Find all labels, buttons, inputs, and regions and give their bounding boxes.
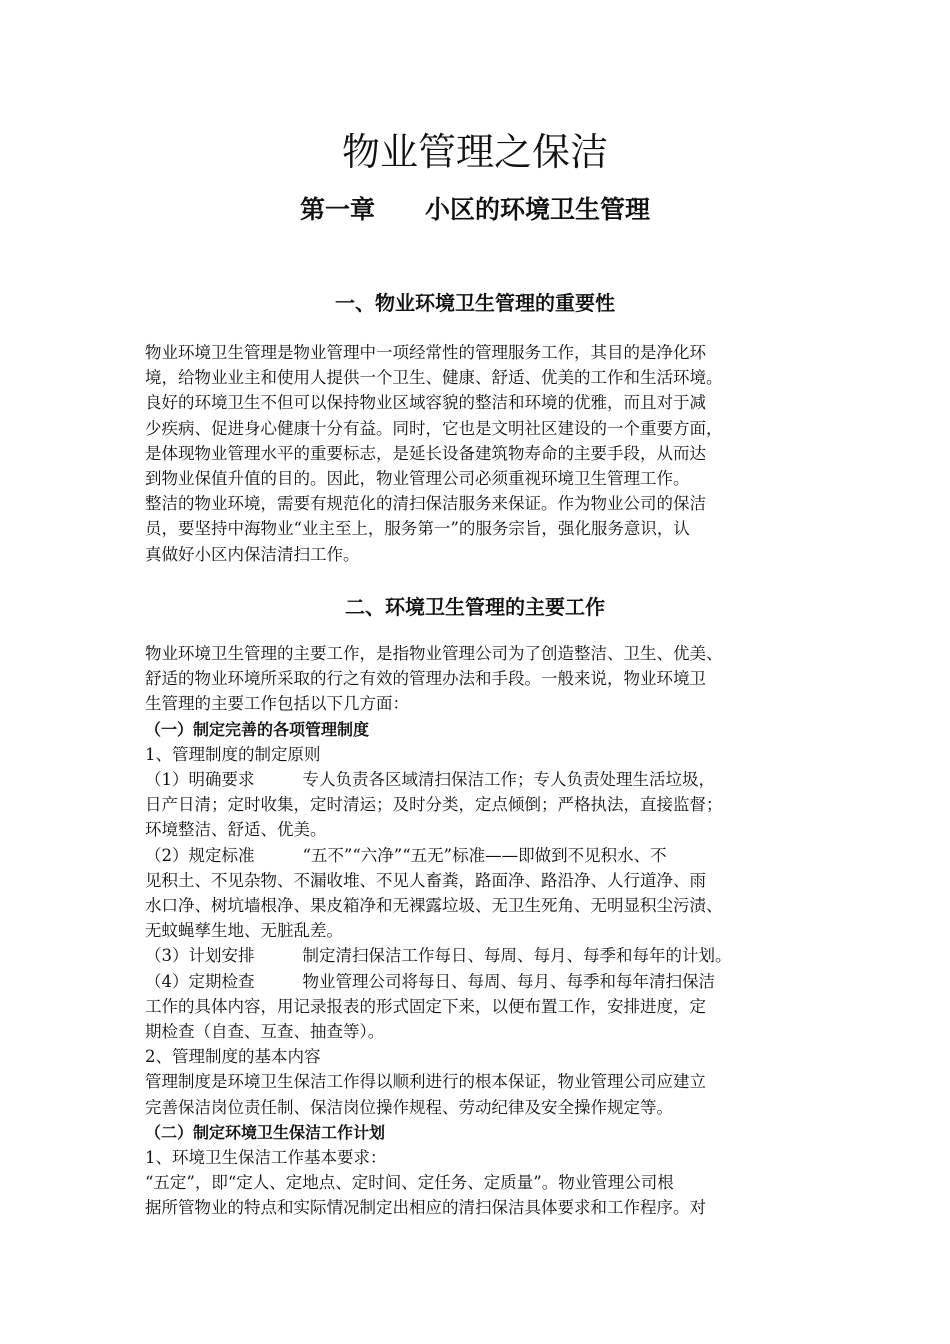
section-main-work-body: [145, 641, 813, 1221]
paragraph-line: 境，给物业业主和使用人提供一个卫生、健康、舒适、优美的工作和生活环境。: [145, 368, 723, 388]
paragraph-line: 期检查（自查、互查、抽查等）。: [145, 1022, 385, 1042]
paragraph-line: 环境整洁、舒适、优美。: [145, 820, 327, 840]
item-label: （4）定期检查: [145, 971, 255, 991]
document-title: 物业管理之保洁: [341, 130, 608, 174]
paragraph-line: 员，要坚持中海物业“业主至上，服务第一”的服务宗旨，强化服务意识，认: [145, 519, 690, 539]
paragraph-line: 无蚊蝇孳生地、无脏乱差。: [145, 921, 343, 941]
paragraph-line: 少疾病、促进身心健康十分有益。同时，它也是文明社区建设的一个重要方面，: [145, 418, 723, 438]
paragraph-line: 物业环境卫生管理的主要工作，是指物业管理公司为了创造整洁、卫生、优美、: [145, 644, 723, 663]
section-heading-main-work: 二、环境卫生管理的主要工作: [345, 595, 605, 619]
list-item-clear-requirements: [145, 767, 813, 792]
paragraph-line: 完善保洁岗位责任制、保洁岗位操作规程、劳动纪律及安全操作规定等。: [145, 1097, 673, 1117]
paragraph-line: 据所管物业的特点和实际情况制定出相应的清扫保洁具体要求和工作程序。对: [145, 1198, 706, 1218]
list-heading-basic-requirements: 1、环境卫生保洁工作基本要求：: [145, 1148, 387, 1168]
paragraph-line: 水口净、树坑墙根净、果皮箱净和无裸露垃圾、无卫生死角、无明显积尘污渍、: [145, 896, 723, 916]
list-heading-basic-content: 2、管理制度的基本内容: [145, 1047, 321, 1067]
paragraph-line: 整洁的物业环境，需要有规范化的清扫保洁服务来保证。作为物业公司的保洁: [145, 494, 706, 514]
item-label: （3）计划安排: [145, 946, 255, 966]
list-heading-principles: 1、管理制度的制定原则: [145, 744, 321, 764]
item-text: “五不”“六净”“五无”标准——即做到不见积水、不: [302, 845, 667, 865]
item-label: （1）明确要求: [145, 770, 255, 790]
item-text: 专人负责各区域清扫保洁工作；专人负责处理生活垃圾，: [302, 770, 715, 790]
item-text: 制定清扫保洁工作每日、每周、每月、每季和每年的计划。: [302, 946, 732, 966]
subsection-heading-plan: （二）制定环境卫生保洁工作计划: [145, 1122, 386, 1142]
paragraph-line: 见积土、不见杂物、不漏收堆、不见人畜粪，路面净、路沿净、人行道净、雨: [145, 870, 706, 890]
paragraph-line: 工作的具体内容，用记录报表的形式固定下来，以便布置工作，安排进度，定: [145, 996, 706, 1016]
paragraph-line: 舒适的物业环境所采取的行之有效的管理办法和手段。一般来说，物业环境卫: [145, 669, 706, 689]
paragraph-line: 良好的环境卫生不但可以保持物业区域容貌的整洁和环境的优雅，而且对于减: [145, 393, 706, 413]
paragraph-line: 是体现物业管理水平的重要标志，是延长设备建筑物寿命的主要手段，从而达: [145, 443, 706, 463]
paragraph-line: 到物业保值升值的目的。因此，物业管理公司必须重视环境卫生管理工作。: [145, 469, 690, 489]
section-heading-importance: 一、物业环境卫生管理的重要性: [335, 291, 615, 315]
paragraph-line: “五定”，即“定人、定地点、定时间、定任务、定质量”。物业管理公司根: [145, 1173, 674, 1193]
paragraph-line: 物业环境卫生管理是物业管理中一项经常性的管理服务工作，其目的是净化环: [145, 343, 706, 362]
chapter-heading: 第一章 小区的环境卫生管理: [299, 195, 650, 224]
subsection-heading-rules: （一）制定完善的各项管理制度: [145, 719, 370, 739]
paragraph-line: 生管理的主要工作包括以下几方面：: [145, 694, 409, 714]
list-item-standards: [145, 843, 813, 868]
paragraph-line: 管理制度是环境卫生保洁工作得以顺利进行的根本保证，物业管理公司应建立: [145, 1072, 706, 1092]
list-item-inspection: [145, 969, 813, 994]
section-importance-body: [145, 340, 813, 567]
paragraph-line: 真做好小区内保洁清扫工作。: [145, 544, 360, 564]
paragraph-line: 日产日清；定时收集，定时清运；及时分类，定点倾倒；严格执法，直接监督；: [145, 795, 723, 815]
item-text: 物业管理公司将每日、每周、每月、每季和每年清扫保洁: [302, 971, 715, 991]
item-label: （2）规定标准: [145, 845, 255, 865]
list-item-plan: [145, 943, 813, 968]
